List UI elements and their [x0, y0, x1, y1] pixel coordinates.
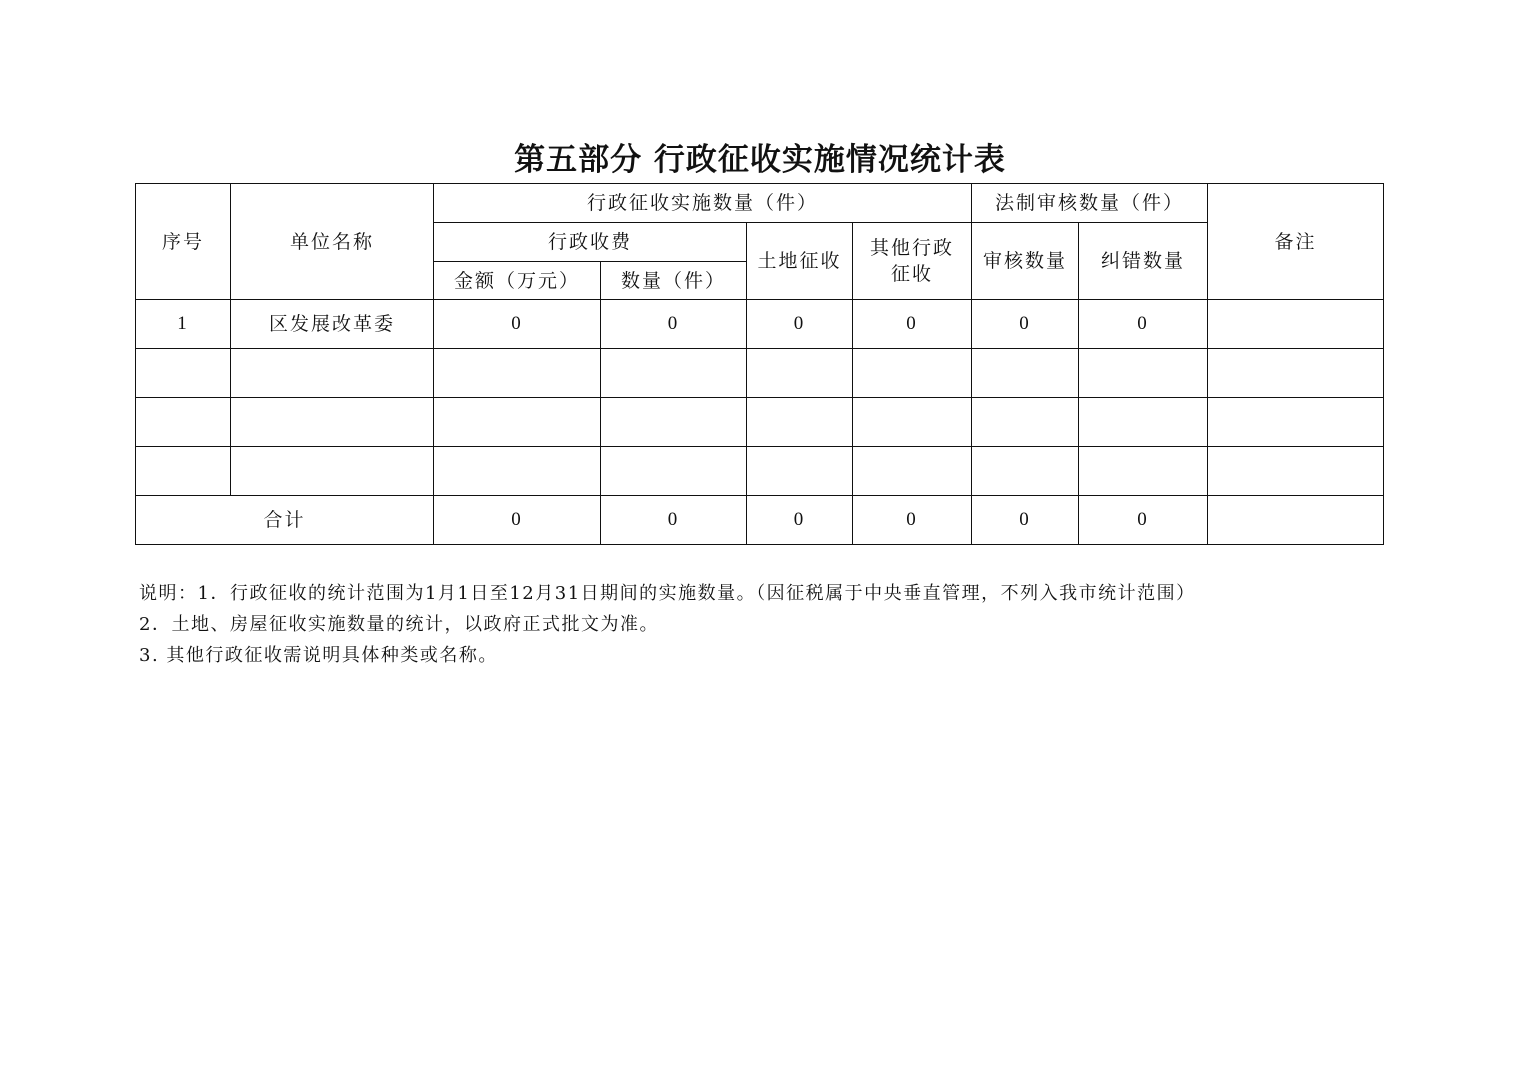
- note-line-2: 2．土地、房屋征收实施数量的统计，以政府正式批文为准。: [139, 614, 659, 635]
- header-unit-name: 单位名称: [231, 184, 434, 300]
- total-row: [136, 496, 1384, 545]
- header-other-levy-label: 其他行政征收: [869, 237, 954, 285]
- cell-remark: [1208, 300, 1384, 349]
- header-other-levy: [853, 223, 972, 300]
- cell-other-levy: [853, 398, 972, 447]
- cell-correction-count: [1079, 349, 1208, 398]
- header-seq: 序号: [136, 184, 231, 300]
- page-title: 第五部分 行政征收实施情况统计表: [514, 142, 1006, 178]
- cell-seq: [136, 447, 231, 496]
- cell-seq: [136, 349, 231, 398]
- cell-quantity: 0: [601, 300, 747, 349]
- total-amount: 0: [434, 496, 601, 545]
- cell-amount: [434, 349, 601, 398]
- cell-remark: [1208, 447, 1384, 496]
- cell-other-levy: [853, 349, 972, 398]
- cell-review-count: [972, 398, 1079, 447]
- header-admin-fee: 行政收费: [434, 223, 747, 262]
- table-row: [136, 300, 1384, 349]
- cell-remark: [1208, 349, 1384, 398]
- table-row: [136, 398, 1384, 447]
- cell-land-levy: 0: [747, 300, 853, 349]
- cell-unit-name: [231, 398, 434, 447]
- note-line-3: 3. 其他行政征收需说明具体种类或名称。: [139, 645, 498, 666]
- header-remark: 备注: [1208, 184, 1384, 300]
- total-label: 合计: [136, 496, 434, 545]
- cell-land-levy: [747, 447, 853, 496]
- cell-amount: 0: [434, 300, 601, 349]
- header-land-levy: 土地征收: [747, 223, 853, 300]
- header-quantity: 数量（件）: [601, 262, 747, 300]
- cell-quantity: [601, 447, 747, 496]
- cell-amount: [434, 398, 601, 447]
- cell-review-count: [972, 349, 1079, 398]
- note-line-1: 说明：1．行政征收的统计范围为1月1日至12月31日期间的实施数量。（因征税属于中央垂直管理，不列入我市统计范围）: [139, 583, 1196, 604]
- table-row: [136, 349, 1384, 398]
- cell-land-levy: [747, 349, 853, 398]
- total-correction-count: 0: [1079, 496, 1208, 545]
- cell-seq: 1: [136, 300, 231, 349]
- cell-other-levy: 0: [853, 300, 972, 349]
- header-review-count: 审核数量: [972, 223, 1079, 300]
- cell-quantity: [601, 349, 747, 398]
- cell-review-count: [972, 447, 1079, 496]
- cell-unit-name: [231, 349, 434, 398]
- statistics-table: [135, 183, 1384, 545]
- table-row: [136, 447, 1384, 496]
- notes-section: [139, 578, 1196, 671]
- header-amount: 金额（万元）: [434, 262, 601, 300]
- cell-amount: [434, 447, 601, 496]
- cell-correction-count: 0: [1079, 300, 1208, 349]
- cell-seq: [136, 398, 231, 447]
- cell-correction-count: [1079, 398, 1208, 447]
- cell-quantity: [601, 398, 747, 447]
- total-land-levy: 0: [747, 496, 853, 545]
- header-group-implementation: 行政征收实施数量（件）: [434, 184, 972, 223]
- total-review-count: 0: [972, 496, 1079, 545]
- total-remark: [1208, 496, 1384, 545]
- header-correction-count: 纠错数量: [1079, 223, 1208, 300]
- cell-unit-name: [231, 447, 434, 496]
- cell-land-levy: [747, 398, 853, 447]
- cell-remark: [1208, 398, 1384, 447]
- header-group-legal-review: 法制审核数量（件）: [972, 184, 1208, 223]
- cell-unit-name: 区发展改革委: [231, 300, 434, 349]
- total-quantity: 0: [601, 496, 747, 545]
- total-other-levy: 0: [853, 496, 972, 545]
- cell-other-levy: [853, 447, 972, 496]
- cell-review-count: 0: [972, 300, 1079, 349]
- cell-correction-count: [1079, 447, 1208, 496]
